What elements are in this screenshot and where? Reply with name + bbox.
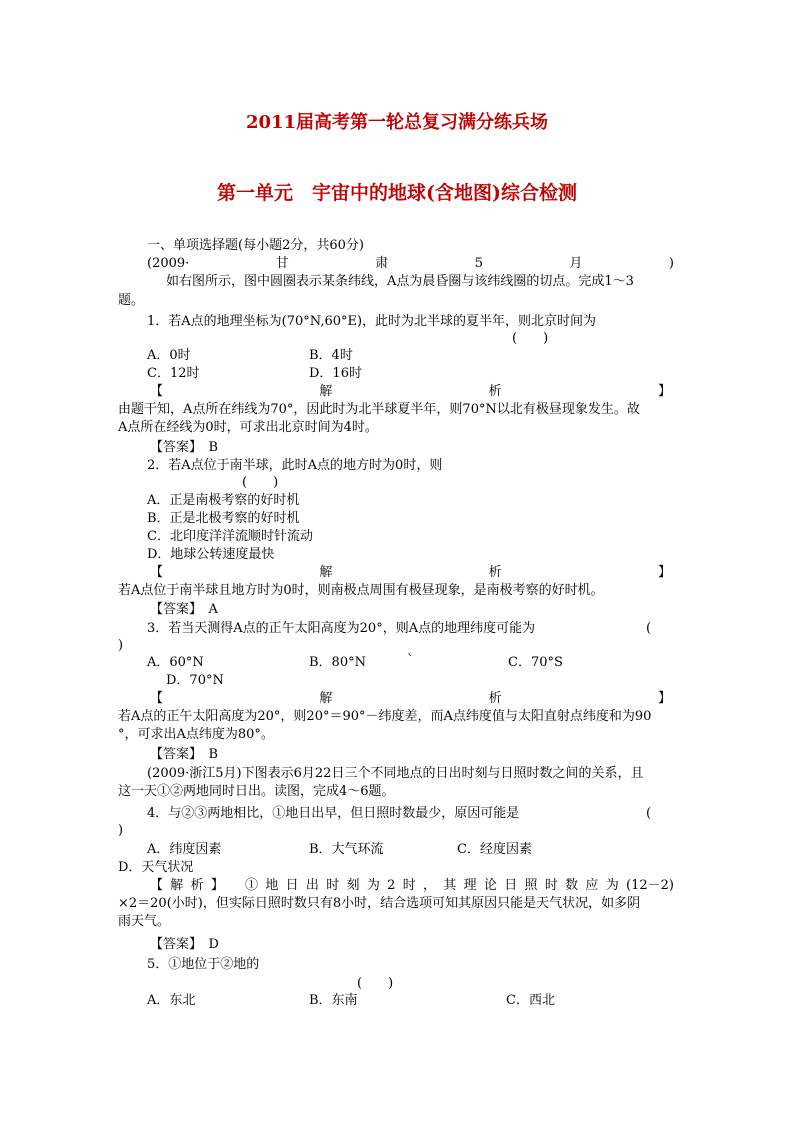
analysis-text: A点所在经线为0时，可求出北京时间为4时。 — [118, 420, 378, 435]
analysis-text: 雨天气。 — [118, 914, 171, 929]
question-3: 3．若当天测得A点的正午太阳高度为20°，则A点的地理纬度可能为 — [147, 621, 536, 636]
analysis-text: ×2＝20(小时)，但实际日照时数只有8小时，结合选项可知其原因只能是天气状况，如多阴 — [118, 896, 641, 911]
option-c: C．北印度洋洋流顺时针流动 — [147, 529, 313, 544]
intro-text: 题。 — [118, 293, 145, 308]
question-5: 5．①地位于②地的 — [147, 957, 260, 972]
analysis-text: 由题干知，A点所在纬线为70°，因此时为北半球夏半年，则70°N以北有极昼现象发生。故 — [118, 402, 640, 417]
analysis-label — [150, 690, 671, 708]
source-part: 甘 — [275, 256, 289, 271]
option-b: B．东南 — [309, 993, 358, 1008]
answer-paren-close: ) — [118, 638, 124, 653]
analysis-text: 若A点的正午太阳高度为20°，则20°＝90°－纬度差，而A点纬度值与太阳直射点纬度和为90 — [118, 709, 652, 724]
analysis-label — [150, 383, 671, 401]
option-b: B．80°N — [309, 655, 366, 670]
analysis-part: 析 — [488, 691, 502, 706]
option-b: B．正是北极考察的好时机 — [147, 511, 300, 526]
option-d: D．地球公转速度最快 — [147, 547, 275, 562]
answer-paren: ( ) — [242, 475, 279, 490]
analysis-text: °，可求出A点纬度为80°。 — [118, 727, 274, 742]
intro-text: (2009·浙江5月)下图表示6月22日三个不同地点的日出时刻与日照时数之间的关系，且 — [147, 766, 644, 781]
answer-paren-open: ( — [646, 806, 652, 821]
option-b: B．大气环流 — [309, 842, 384, 857]
source-part: 肃 — [375, 256, 389, 271]
question-1: 1．若A点的地理坐标为(70°N,60°E)，此时为北半球的夏半年，则北京时间为 — [147, 314, 597, 329]
source-part: 5 — [474, 256, 483, 271]
answer-line: 【答案】 D — [150, 937, 219, 952]
option-a: A．正是南极考察的好时机 — [147, 493, 300, 508]
answer-paren-close: ) — [118, 823, 124, 838]
analysis-part: 】 — [657, 384, 671, 399]
document-title: 2011届高考第一轮总复习满分练兵场 — [245, 112, 549, 133]
answer-paren: ( ) — [512, 331, 549, 346]
analysis-label — [150, 564, 671, 582]
intro-text: 如右图所示，图中圆圈表示某条纬线，A点为晨昏圈与该纬线圈的切点。完成1～3 — [166, 274, 634, 289]
option-a: A．0时 — [147, 348, 191, 363]
option-b: B．4时 — [309, 348, 353, 363]
unit-title: 第一单元 宇宙中的地球(含地图)综合检测 — [217, 182, 577, 204]
source-part: 月 — [569, 256, 583, 271]
option-c: C．70°S — [508, 655, 563, 670]
analysis-part: 【 — [150, 691, 164, 706]
analysis-part: 解 — [319, 565, 333, 580]
answer-line: 【答案】 B — [150, 747, 219, 762]
source-part: (2009· — [147, 256, 190, 271]
answer-paren-open: ( — [646, 621, 652, 636]
analysis-part: 析 — [488, 384, 502, 399]
question-2: 2．若A点位于南半球，此时A点的地方时为0时，则 — [147, 458, 443, 473]
analysis-part: 】 — [657, 565, 671, 580]
answer-paren: ( ) — [357, 976, 394, 991]
intro-text: 这一天①②两地同时日出。读图，完成4～6题。 — [118, 784, 395, 799]
analysis-part: 】 — [657, 691, 671, 706]
option-d: D．天气状况 — [118, 860, 194, 875]
option-a: A．纬度因素 — [147, 842, 222, 857]
option-c: C．12时 — [147, 366, 200, 381]
option-a: A．东北 — [147, 993, 196, 1008]
analysis-part: 析 — [488, 565, 502, 580]
source-line — [147, 255, 674, 273]
option-c: C．西北 — [506, 993, 555, 1008]
source-part: ) — [668, 256, 674, 271]
answer-line: 【答案】 B — [150, 440, 219, 455]
option-a: A．60°N — [147, 655, 204, 670]
stray-mark: ` — [407, 653, 414, 668]
analysis-part: 解 — [319, 384, 333, 399]
option-d: D．16时 — [309, 366, 362, 381]
analysis-text: 【解析】 ①地日出时刻为2时，其理论日照时数应为(12－2) — [150, 878, 674, 893]
option-c: C．经度因素 — [457, 842, 532, 857]
section-heading: 一、单项选择题(每小题2分，共60分) — [147, 238, 364, 253]
analysis-part: 【 — [150, 565, 164, 580]
analysis-part: 【 — [150, 384, 164, 399]
analysis-text: 若A点位于南半球且地方时为0时，则南极点周围有极昼现象，是南极考察的好时机。 — [118, 583, 604, 598]
question-4: 4．与②③两地相比，①地日出早，但日照时数最少，原因可能是 — [147, 806, 520, 821]
option-d: D．70°N — [166, 673, 224, 688]
analysis-part: 解 — [319, 691, 333, 706]
answer-line: 【答案】 A — [150, 602, 218, 617]
